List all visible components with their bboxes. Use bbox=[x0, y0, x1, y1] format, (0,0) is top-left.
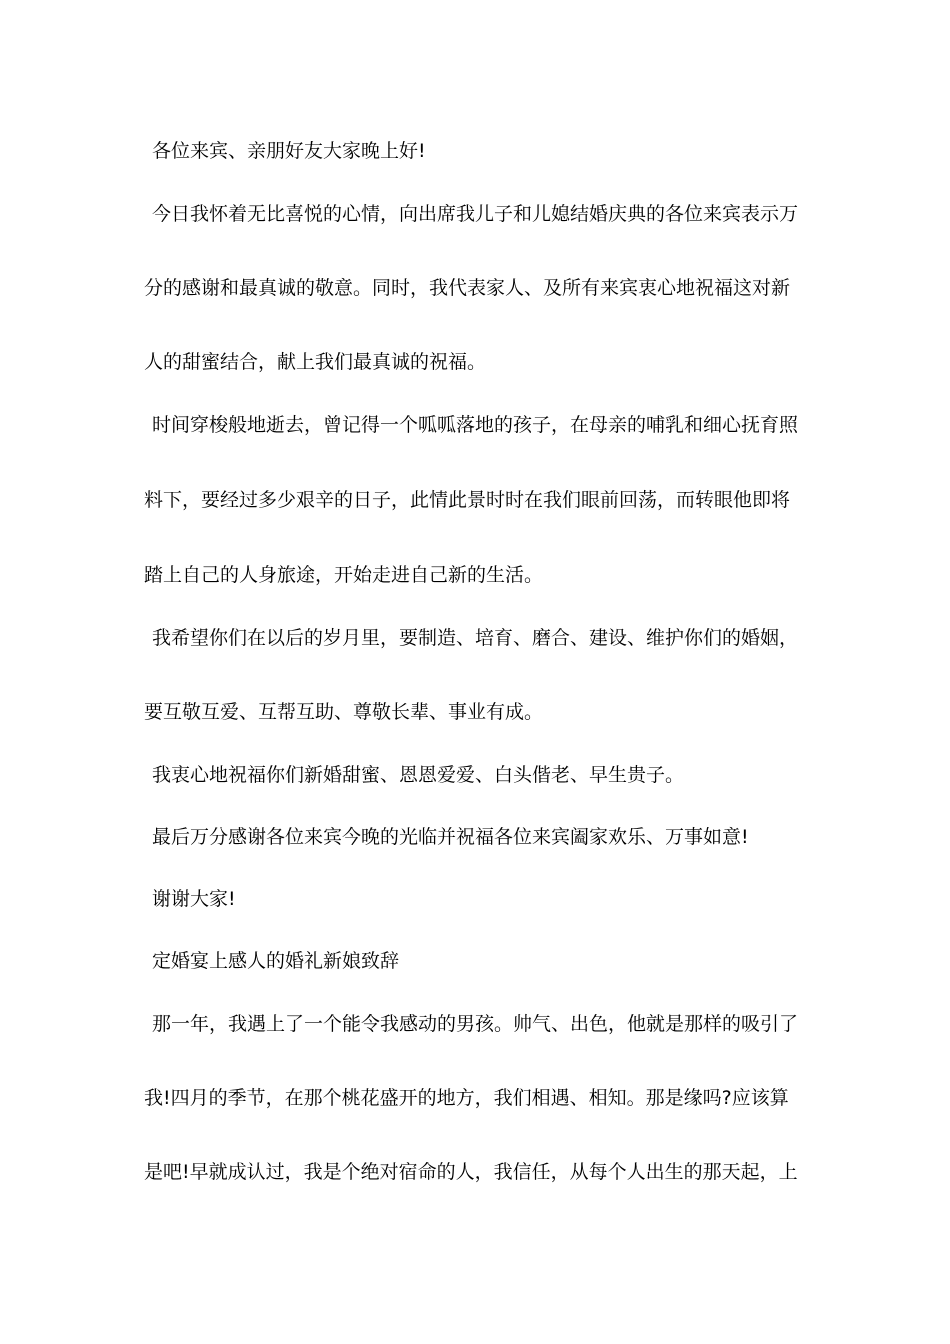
paragraph-line: 我!四月的季节，在那个桃花盛开的地方，我们相遇、相知。那是缘吗?应该算 bbox=[144, 1087, 789, 1109]
paragraph-line: 最后万分感谢各位来宾今晚的光临并祝福各位来宾阖家欢乐、万事如意! bbox=[152, 826, 749, 848]
paragraph-line: 谢谢大家! bbox=[152, 888, 236, 910]
greeting-line: 各位来宾、亲朋好友大家晚上好! bbox=[152, 140, 426, 162]
section-heading: 定婚宴上感人的婚礼新娘致辞 bbox=[152, 950, 400, 972]
paragraph-line: 料下，要经过多少艰辛的日子，此情此景时时在我们眼前回荡，而转眼他即将 bbox=[144, 489, 791, 511]
paragraph-line: 我衷心地祝福你们新婚甜蜜、恩恩爱爱、白头偕老、早生贵子。 bbox=[152, 764, 685, 786]
paragraph-line: 我希望你们在以后的岁月里，要制造、培育、磨合、建设、维护你们的婚姻， bbox=[152, 627, 799, 649]
paragraph-line: 那一年，我遇上了一个能令我感动的男孩。帅气、出色，他就是那样的吸引了 bbox=[152, 1013, 799, 1035]
paragraph-line: 分的感谢和最真诚的敬意。同时，我代表家人、及所有来宾衷心地祝福这对新 bbox=[144, 277, 791, 299]
paragraph-line: 今日我怀着无比喜悦的心情，向出席我儿子和儿媳结婚庆典的各位来宾表示万 bbox=[152, 203, 799, 225]
paragraph-line: 要互敬互爱、互帮互助、尊敬长辈、事业有成。 bbox=[144, 701, 544, 723]
paragraph-line: 踏上自己的人身旅途，开始走进自己新的生活。 bbox=[144, 564, 544, 586]
paragraph-line: 时间穿梭般地逝去，曾记得一个呱呱落地的孩子，在母亲的哺乳和细心抚育照 bbox=[152, 414, 799, 436]
paragraph-line: 人的甜蜜结合，献上我们最真诚的祝福。 bbox=[144, 351, 487, 373]
paragraph-line: 是吧!早就成认过，我是个绝对宿命的人，我信任，从每个人出生的那天起，上 bbox=[144, 1161, 798, 1183]
